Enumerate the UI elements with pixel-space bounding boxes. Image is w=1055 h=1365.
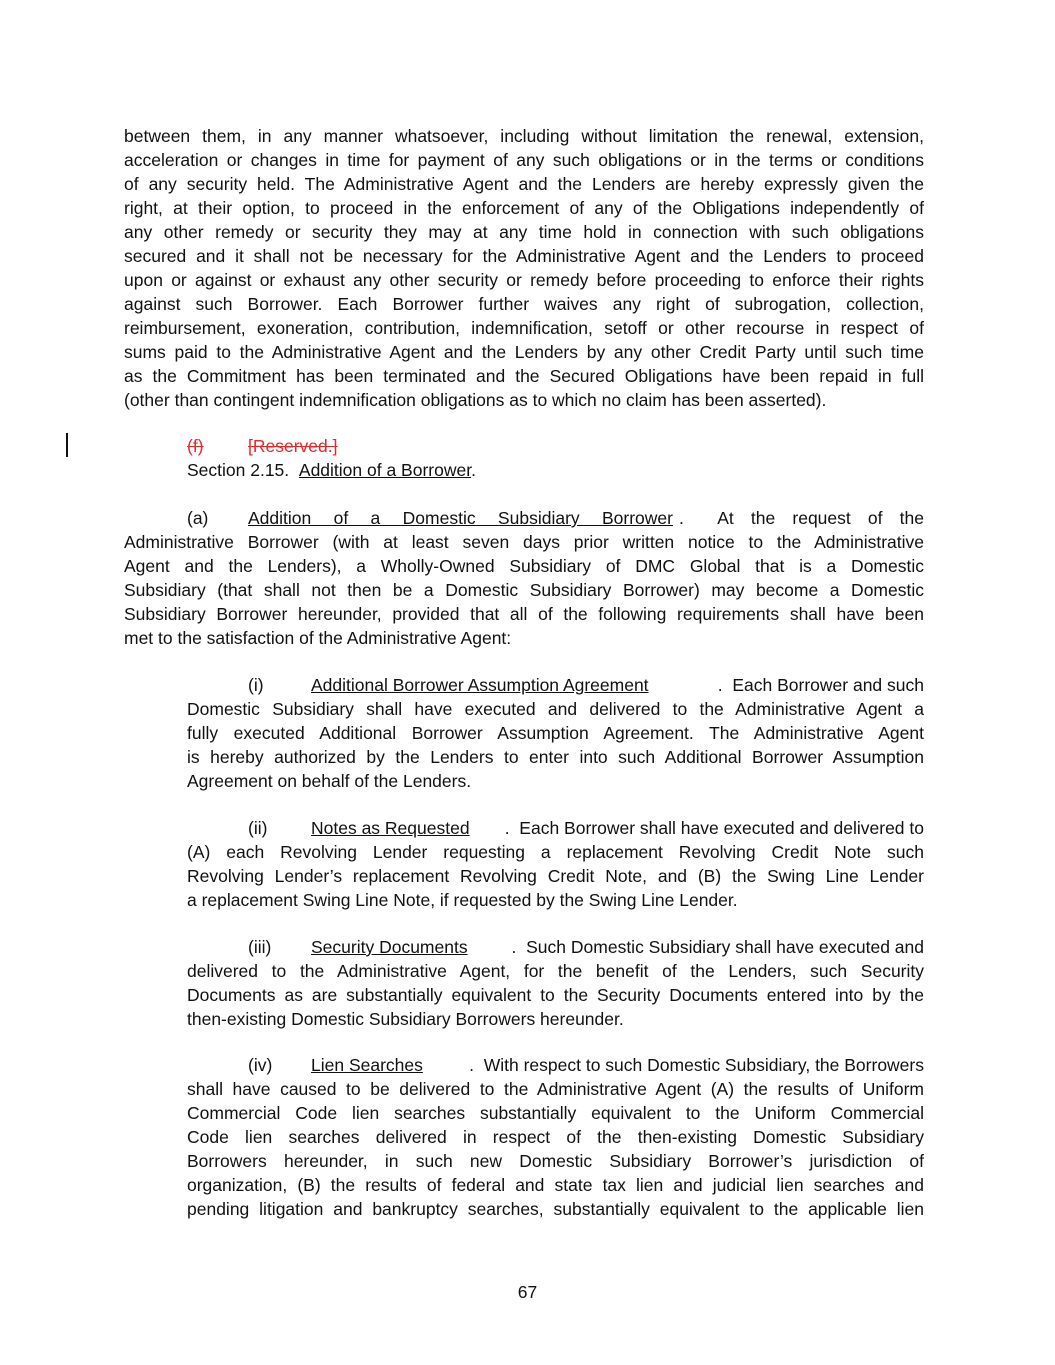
text-line: Revolving Lender’s replacement Revolving Credit Note, and (B) the Swing Line Lender	[187, 866, 924, 886]
text-line: sums paid to the Administrative Agent and the Lenders by any other Credit Party until such time	[124, 342, 924, 362]
text-line: between them, in any manner whatsoever, including without limitation the renewal, extension,	[124, 126, 924, 146]
subclause-iv-first-line-rest: . With respect to such Domestic Subsidiary, the Borrowers	[469, 1055, 924, 1075]
text-line: Administrative Borrower (with at least seven days prior written notice to the Administrative	[124, 532, 924, 552]
text-line: Documents as are substantially equivalent to the Security Documents entered into by the	[187, 985, 924, 1005]
text-line: as the Commitment has been terminated and the Secured Obligations have been repaid in full	[124, 366, 924, 386]
subclause-ii-first-line	[311, 816, 924, 840]
subclause-iii-heading: Security Documents	[311, 937, 468, 957]
text-line: (A) each Revolving Lender requesting a replacement Revolving Credit Note such	[187, 842, 924, 862]
text-line: fully executed Additional Borrower Assumption Agreement. The Administrative Agent	[187, 723, 924, 743]
text-line: (other than contingent indemnification obligations as to which no claim has been asserted).	[124, 390, 827, 410]
subclause-i-first-line-rest: . Each Borrower and such	[717, 675, 924, 695]
section-number: Section 2.15.	[187, 460, 290, 480]
text-line: right, at their option, to proceed in the enforcement of any of the Obligations independently of	[124, 198, 924, 218]
clause-a-heading: Addition of a Domestic Subsidiary Borrower	[248, 508, 673, 528]
text-line: delivered to the Administrative Agent, for the benefit of the Lenders, such Security	[187, 961, 924, 981]
text-line: acceleration or changes in time for payment of any such obligations or in the terms or conditions	[124, 150, 924, 170]
section-heading	[187, 458, 476, 482]
text-line: Subsidiary Borrower hereunder, provided that all of the following requirements shall have been	[124, 604, 924, 624]
text-line: organization, (B) the results of federal and state tax lien and judicial lien searches and	[187, 1175, 924, 1195]
text-line: shall have caused to be delivered to the Administrative Agent (A) the results of Uniform	[187, 1079, 924, 1099]
page-number: 67	[517, 1282, 538, 1302]
subclause-ii-heading: Notes as Requested	[311, 818, 470, 838]
subclause-iv-first-line	[311, 1053, 924, 1077]
subclause-iii-label: (iii)	[248, 937, 272, 957]
section-title: Addition of a Borrower	[298, 460, 472, 480]
subclause-iii-first-line	[311, 935, 924, 959]
text-line: is hereby authorized by the Lenders to enter into such Additional Borrower Assumption	[187, 747, 924, 767]
subclause-iv-heading: Lien Searches	[311, 1055, 423, 1075]
text-line: Code lien searches delivered in respect of the then-existing Domestic Subsidiary	[187, 1127, 924, 1147]
text-line: pending litigation and bankruptcy searches, substantially equivalent to the applicable lien	[187, 1199, 924, 1219]
revision-change-bar	[66, 433, 68, 457]
section-title-suffix: .	[471, 460, 476, 480]
deleted-clause-label: (f)	[187, 436, 204, 456]
text-line: reimbursement, exoneration, contribution, indemnification, setoff or other recourse in respect of	[124, 318, 924, 338]
deleted-clause-text-wrap	[248, 434, 337, 458]
text-line: upon or against or exhaust any other security or remedy before proceeding to enforce their rights	[124, 270, 924, 290]
subclause-i-heading: Additional Borrower Assumption Agreement	[311, 675, 649, 695]
text-line: any other remedy or security they may at any time hold in connection with such obligations	[124, 222, 924, 242]
text-line: Agreement on behalf of the Lenders.	[187, 771, 472, 791]
subclause-iv-label: (iv)	[248, 1055, 273, 1075]
text-line: Borrowers hereunder, in such new Domestic Subsidiary Borrower’s jurisdiction of	[187, 1151, 924, 1171]
text-line: of any security held. The Administrative Agent and the Lenders are hereby expressly given the	[124, 174, 924, 194]
clause-a-label: (a)	[187, 508, 209, 528]
subclause-i-first-line	[311, 673, 924, 697]
clause-a-first-line-rest: . At the request of the	[679, 508, 924, 528]
subclause-iii-first-line-rest: . Such Domestic Subsidiary shall have executed and	[511, 937, 924, 957]
subclause-ii-label: (ii)	[248, 818, 268, 838]
subclause-ii-first-line-rest: . Each Borrower shall have executed and delivered to	[504, 818, 924, 838]
text-line: Agent and the Lenders), a Wholly-Owned Subsidiary of DMC Global that is a Domestic	[124, 556, 924, 576]
deleted-clause	[187, 434, 204, 458]
text-line: against such Borrower. Each Borrower further waives any right of subrogation, collection,	[124, 294, 924, 314]
text-line: Subsidiary (that shall not then be a Domestic Subsidiary Borrower) may become a Domestic	[124, 580, 924, 600]
clause-a-first-line	[248, 506, 924, 530]
subclause-i-label: (i)	[248, 675, 264, 695]
text-line: Commercial Code lien searches substantially equivalent to the Uniform Commercial	[187, 1103, 924, 1123]
text-line: a replacement Swing Line Note, if requested by the Swing Line Lender.	[187, 890, 738, 910]
text-line: Domestic Subsidiary shall have executed and delivered to the Administrative Agent a	[187, 699, 924, 719]
text-line: secured and it shall not be necessary for the Administrative Agent and the Lenders to proceed	[124, 246, 924, 266]
text-line: then-existing Domestic Subsidiary Borrowers hereunder.	[187, 1009, 624, 1029]
deleted-clause-text: [Reserved.]	[248, 436, 338, 456]
text-line: met to the satisfaction of the Administrative Agent:	[124, 628, 512, 648]
